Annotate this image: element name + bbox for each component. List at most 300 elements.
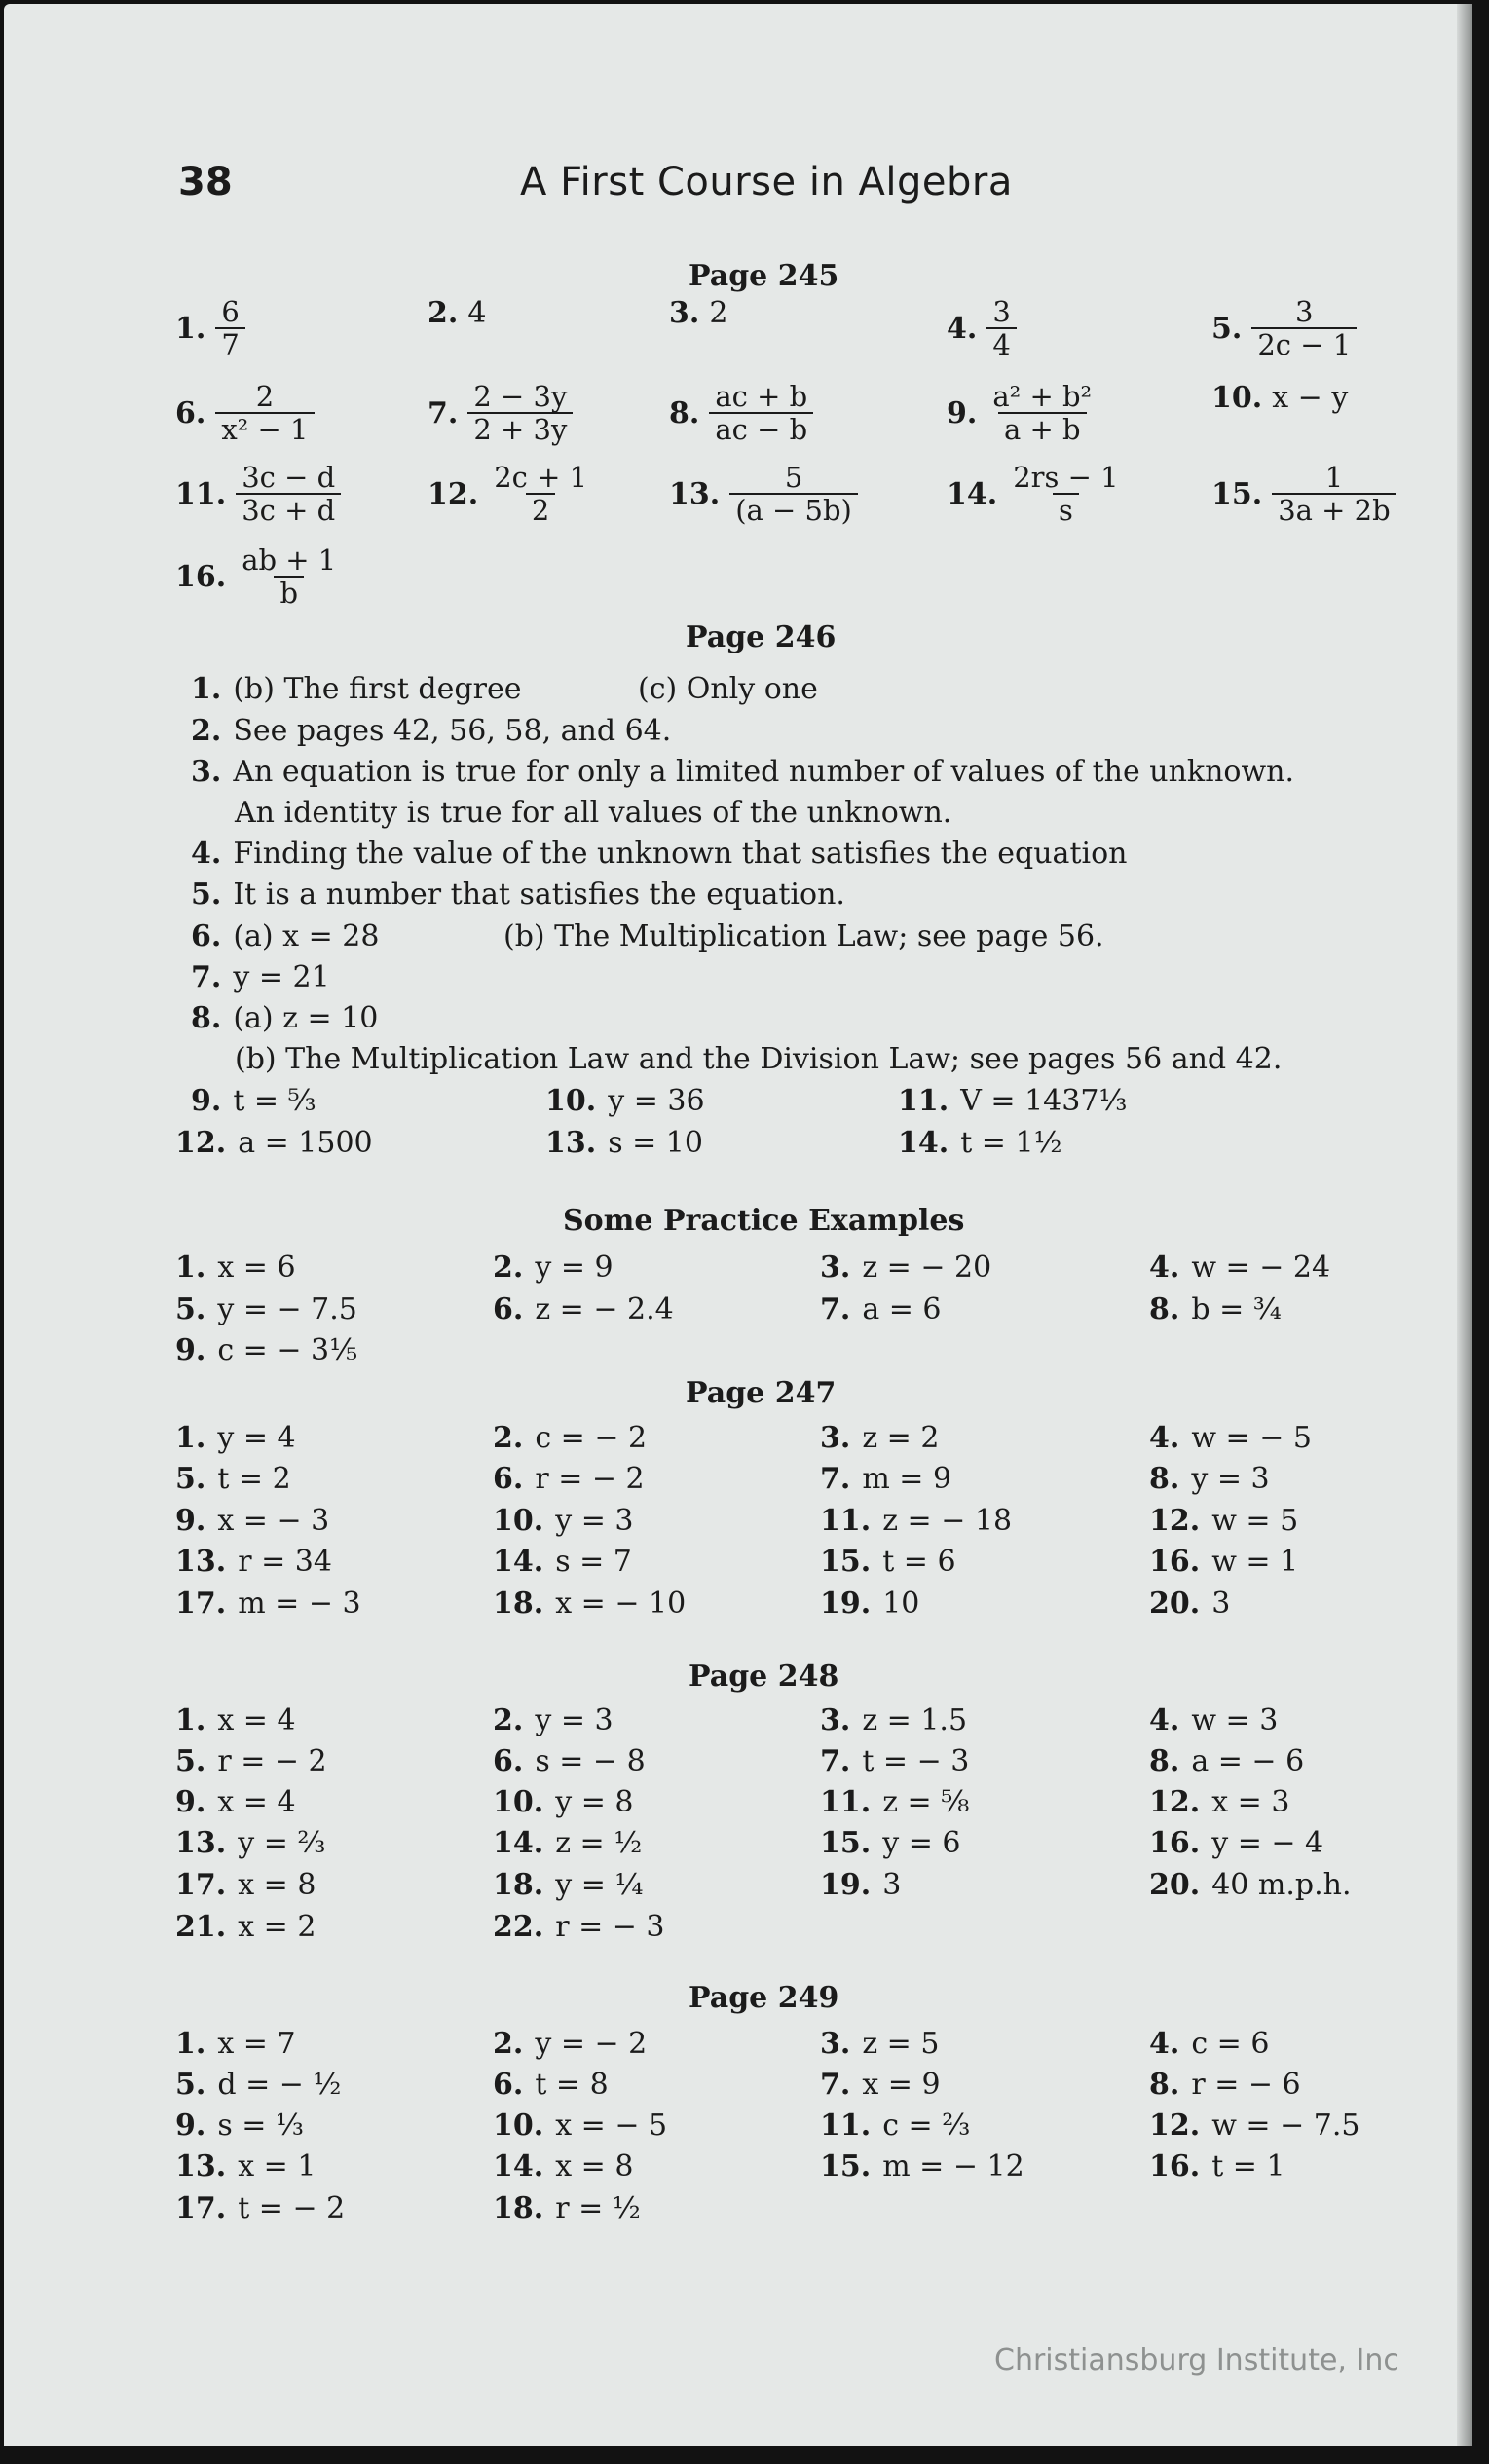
answer-249-3 <box>820 2027 939 2061</box>
answer-number: 9. <box>175 1333 206 1367</box>
numerator: 5 <box>784 461 803 494</box>
answer-249-2 <box>493 2027 647 2061</box>
answer-value: x = 8 <box>555 2149 634 2184</box>
denominator: 2c − 1 <box>1251 327 1357 360</box>
answer-245-13 <box>669 462 858 527</box>
answer-number: 5. <box>175 1462 206 1496</box>
answer-value: c = − 2 <box>535 1421 648 1455</box>
answer-number: 1. <box>175 2027 206 2061</box>
answer-value: x = 2 <box>238 1910 316 1944</box>
answer-value: s = 10 <box>608 1126 703 1160</box>
answer-247-15 <box>820 1545 956 1579</box>
answer-value: z = − 20 <box>862 1251 992 1285</box>
answer-248-21 <box>175 1910 316 1944</box>
answer-246-10 <box>545 1084 705 1118</box>
answer-value: y = 3 <box>1191 1462 1270 1496</box>
answer-value: t = 6 <box>882 1545 956 1579</box>
answer-number: 12. <box>428 476 479 511</box>
denominator: 7 <box>215 327 244 360</box>
practice-4 <box>1149 1251 1330 1285</box>
page-number: 38 <box>178 160 233 205</box>
answer-number: 7. <box>428 395 459 430</box>
answer-246-4-text: Finding the value of the unknown that satisfies the equation <box>233 837 1128 871</box>
answer-number: 9. <box>947 395 978 430</box>
numerator: 1 <box>1324 461 1344 494</box>
answer-248-1 <box>175 1703 296 1737</box>
answer-number: 16. <box>1149 1545 1201 1579</box>
answer-246-3: 3. An equation is true for only a limited number of values of the unknown. <box>191 755 1294 789</box>
numerator: 3c − d <box>242 461 336 494</box>
answer-value: x = − 10 <box>555 1587 687 1621</box>
fraction <box>986 296 1016 361</box>
answer-number: 10. <box>1211 381 1263 415</box>
denominator: b <box>274 576 304 609</box>
answer-249-17 <box>175 2191 345 2225</box>
answer-248-10 <box>493 1785 633 1819</box>
answer-value: t = 1 <box>1211 2149 1285 2184</box>
answer-247-4 <box>1149 1421 1312 1455</box>
answer-number: 4. <box>1149 1421 1180 1455</box>
answer-247-1 <box>175 1421 296 1455</box>
answer-value: y = − 2 <box>535 2027 648 2061</box>
answer-value: y = − 4 <box>1211 1826 1324 1860</box>
answer-247-7 <box>820 1462 951 1496</box>
answer-number: 11. <box>820 1504 872 1538</box>
answer-number: 5. <box>175 2068 206 2102</box>
answer-number: 20. <box>1149 1868 1201 1902</box>
answer-number: 21. <box>175 1910 227 1944</box>
denominator: (a − 5b) <box>729 493 858 526</box>
answer-247-11 <box>820 1504 1012 1538</box>
answer-247-9 <box>175 1504 329 1538</box>
section-title-practice: Some Practice Examples <box>563 1204 965 1238</box>
answer-number: 11. <box>175 476 227 511</box>
answer-number: 17. <box>175 2191 227 2225</box>
answer-246-11 <box>898 1084 1128 1118</box>
answer-248-19 <box>820 1868 901 1902</box>
answer-number: 18. <box>493 1868 544 1902</box>
answer-number: 10. <box>493 2109 544 2143</box>
answer-number: 8. <box>1149 1462 1180 1496</box>
practice-5 <box>175 1292 357 1326</box>
answer-246-2: 2. See pages 42, 56, 58, and 64. <box>191 714 672 748</box>
answer-value: z = 2 <box>862 1421 940 1455</box>
answer-value: r = − 2 <box>535 1462 645 1496</box>
denominator: 2 <box>526 493 555 526</box>
answer-number: 11. <box>820 2109 872 2143</box>
answer-value: x = − 5 <box>555 2109 668 2143</box>
answer-value: s = ⅓ <box>217 2109 305 2143</box>
answer-246-12 <box>175 1126 373 1160</box>
answer-246-8a: (a) z = 10 <box>233 1001 379 1035</box>
answer-number: 1. <box>175 1251 206 1285</box>
fraction <box>215 381 314 446</box>
answer-249-8 <box>1149 2068 1301 2102</box>
practice-6 <box>493 1292 674 1326</box>
answer-249-14 <box>493 2149 633 2184</box>
answer-number: 15. <box>820 2149 872 2184</box>
answer-246-7: 7. y = 21 <box>191 960 330 994</box>
fraction <box>709 381 813 446</box>
answer-value: x = 6 <box>217 1251 296 1285</box>
answer-number: 19. <box>820 1868 872 1902</box>
answer-number: 13. <box>175 2149 227 2184</box>
answer-number: 4. <box>1149 1703 1180 1737</box>
denominator: x² − 1 <box>215 412 314 445</box>
answer-value: r = − 3 <box>555 1910 665 1944</box>
answer-number: 4. <box>1149 2027 1180 2061</box>
answer-number: 4. <box>1149 1251 1180 1285</box>
practice-9 <box>175 1333 357 1367</box>
answer-249-18 <box>493 2191 641 2225</box>
answer-value: x = − 3 <box>217 1504 330 1538</box>
answer-value: z = 5 <box>862 2027 940 2061</box>
answer-249-7 <box>820 2068 941 2102</box>
answer-246-3-text: An equation is true for only a limited number of values of the unknown. <box>233 755 1294 789</box>
answer-245-12 <box>428 462 593 527</box>
answer-number: 12. <box>175 1126 227 1160</box>
answer-247-3 <box>820 1421 939 1455</box>
denominator: 3a + 2b <box>1272 493 1396 526</box>
answer-number: 2. <box>428 296 459 330</box>
answer-number: 5. <box>1211 311 1243 346</box>
answer-248-17 <box>175 1868 316 1902</box>
answer-number: 8. <box>1149 1292 1180 1326</box>
answer-value: y = 3 <box>555 1504 634 1538</box>
answer-247-19 <box>820 1587 919 1621</box>
answer-value: m = 9 <box>862 1462 952 1496</box>
answer-value: w = 1 <box>1211 1545 1299 1579</box>
answer-value: 4 <box>467 296 487 330</box>
answer-number: 1. <box>175 1421 206 1455</box>
practice-8 <box>1149 1292 1282 1326</box>
answer-number: 6. <box>493 1292 524 1326</box>
answer-value: x − y <box>1272 381 1349 415</box>
answer-number: 8. <box>1149 1744 1180 1778</box>
fraction <box>236 544 342 610</box>
answer-value: t = − 3 <box>862 1744 970 1778</box>
answer-number: 2. <box>493 1421 524 1455</box>
answer-number: 6. <box>493 1462 524 1496</box>
answer-number: 17. <box>175 1587 227 1621</box>
answer-247-5 <box>175 1462 291 1496</box>
answer-246-9 <box>191 1084 316 1118</box>
answer-249-1 <box>175 2027 296 2061</box>
answer-248-15 <box>820 1826 960 1860</box>
answer-245-2 <box>428 296 486 330</box>
answer-number: 2. <box>493 1703 524 1737</box>
fraction <box>1007 462 1124 527</box>
fraction <box>1251 296 1357 361</box>
answer-value: z = ½ <box>555 1826 643 1860</box>
answer-value: x = 9 <box>862 2068 941 2102</box>
answer-248-3 <box>820 1703 967 1737</box>
answer-value: y = ⅔ <box>238 1826 326 1860</box>
numerator: 2 − 3y <box>473 380 568 413</box>
answer-value: x = 4 <box>217 1785 296 1819</box>
answer-249-13 <box>175 2149 316 2184</box>
answer-248-4 <box>1149 1703 1278 1737</box>
answer-246-8: 8. (a) z = 10 <box>191 1001 379 1035</box>
answer-245-6 <box>175 381 315 446</box>
answer-number: 9. <box>175 2109 206 2143</box>
denominator: 4 <box>986 327 1016 360</box>
answer-246-5: 5. It is a number that satisfies the equation. <box>191 877 845 912</box>
answer-value: w = 5 <box>1211 1504 1299 1538</box>
answer-249-11 <box>820 2109 970 2143</box>
fraction <box>215 296 244 361</box>
fraction <box>236 462 341 527</box>
answer-number: 13. <box>669 476 721 511</box>
answer-246-6b: (b) The Multiplication Law; see page 56. <box>503 919 1104 953</box>
answer-247-8 <box>1149 1462 1270 1496</box>
answer-value: t = − 2 <box>238 2191 346 2225</box>
answer-246-13 <box>545 1126 703 1160</box>
answer-246-1c: (c) Only one <box>638 672 818 706</box>
answer-value: 3 <box>882 1868 902 1902</box>
answer-248-6 <box>493 1744 646 1778</box>
answer-number: 16. <box>1149 2149 1201 2184</box>
numerator: ab + 1 <box>242 543 337 577</box>
answer-247-16 <box>1149 1545 1298 1579</box>
answer-249-9 <box>175 2109 304 2143</box>
answer-value: y = 4 <box>217 1421 296 1455</box>
answer-value: t = 8 <box>535 2068 609 2102</box>
answer-number: 5. <box>175 1744 206 1778</box>
answer-248-13 <box>175 1826 325 1860</box>
answer-value: c = ⅔ <box>882 2109 971 2143</box>
practice-7 <box>820 1292 942 1326</box>
numerator: 2c + 1 <box>494 461 588 494</box>
answer-number: 4. <box>947 311 978 346</box>
page-edge-shadow <box>1457 4 1472 2446</box>
answer-number: 9. <box>191 1084 222 1118</box>
answer-248-11 <box>820 1785 969 1819</box>
answer-249-6 <box>493 2068 609 2102</box>
answer-number: 6. <box>493 1744 524 1778</box>
answer-value: 40 m.p.h. <box>1211 1868 1352 1902</box>
answer-value: x = 4 <box>217 1703 296 1737</box>
answer-value: y = ¼ <box>555 1868 644 1902</box>
answer-value: z = − 2.4 <box>535 1292 674 1326</box>
answer-number: 7. <box>820 2068 851 2102</box>
fraction <box>729 462 858 527</box>
answer-246-6: 6. (a) x = 28 <box>191 919 380 953</box>
answer-number: 14. <box>493 2149 544 2184</box>
answer-value: m = − 12 <box>882 2149 1024 2184</box>
answer-246-8b: (b) The Multiplication Law and the Division Law; see pages 56 and 42. <box>235 1042 1283 1076</box>
answer-number: 1. <box>175 311 206 346</box>
answer-246-2-text: See pages 42, 56, 58, and 64. <box>233 714 672 748</box>
answer-value: w = 3 <box>1191 1703 1279 1737</box>
answer-value: w = − 5 <box>1191 1421 1312 1455</box>
answer-number: 10. <box>545 1084 597 1118</box>
answer-246-5-text: It is a number that satisfies the equation. <box>233 877 845 912</box>
answer-value: y = 36 <box>608 1084 705 1118</box>
denominator: 2 + 3y <box>467 412 573 445</box>
answer-248-22 <box>493 1910 665 1944</box>
answer-number: 18. <box>493 1587 544 1621</box>
answer-number: 8. <box>669 395 700 430</box>
answer-number: 11. <box>898 1084 949 1118</box>
answer-249-4 <box>1149 2027 1269 2061</box>
answer-248-8 <box>1149 1744 1304 1778</box>
fraction <box>986 381 1098 446</box>
answer-number: 2. <box>493 1251 524 1285</box>
answer-number: 6. <box>493 2068 524 2102</box>
answer-248-9 <box>175 1785 296 1819</box>
answer-number: 1. <box>175 1703 206 1737</box>
answer-value: t = ⁵⁄₃ <box>233 1084 316 1118</box>
denominator: s <box>1053 493 1079 526</box>
numerator: a² + b² <box>992 380 1093 413</box>
answer-value: a = − 6 <box>1191 1744 1305 1778</box>
answer-number: 15. <box>820 1826 872 1860</box>
answer-number: 20. <box>1149 1587 1201 1621</box>
answer-246-3-cont: An identity is true for all values of the unknown. <box>235 796 952 830</box>
answer-number: 7. <box>820 1292 851 1326</box>
section-title-page-246: Page 246 <box>686 620 837 654</box>
answer-value: c = − 3⅕ <box>217 1333 358 1367</box>
numerator: 3 <box>992 295 1011 328</box>
numerator: 2rs − 1 <box>1013 461 1119 494</box>
answer-247-12 <box>1149 1504 1298 1538</box>
answer-value: w = − 7.5 <box>1211 2109 1360 2143</box>
answer-number: 2. <box>493 2027 524 2061</box>
answer-249-10 <box>493 2109 667 2143</box>
answer-248-18 <box>493 1868 643 1902</box>
answer-number: 12. <box>1149 2109 1201 2143</box>
answer-number: 3. <box>669 296 700 330</box>
answer-246-1: 1. (b) The first degree <box>191 672 522 706</box>
answer-number: 16. <box>175 559 227 594</box>
answer-number: 13. <box>545 1126 597 1160</box>
answer-number: 17. <box>175 1868 227 1902</box>
answer-number: 15. <box>820 1545 872 1579</box>
answer-245-14 <box>947 462 1125 527</box>
answer-number: 14. <box>493 1826 544 1860</box>
numerator: 3 <box>1295 295 1314 328</box>
answer-number: 15. <box>1211 476 1263 511</box>
answer-number: 13. <box>175 1545 227 1579</box>
practice-2 <box>493 1251 614 1285</box>
answer-245-1 <box>175 296 245 361</box>
answer-value: y = 9 <box>535 1251 614 1285</box>
answer-number: 12. <box>1149 1504 1201 1538</box>
answer-number: 9. <box>175 1785 206 1819</box>
answer-248-16 <box>1149 1826 1323 1860</box>
answer-value: c = 6 <box>1191 2027 1270 2061</box>
answer-value: r = − 6 <box>1191 2068 1301 2102</box>
answer-value: r = 34 <box>238 1545 332 1579</box>
section-title-page-248: Page 248 <box>689 1660 839 1694</box>
answer-247-20 <box>1149 1587 1230 1621</box>
answer-number: 3. <box>820 1703 851 1737</box>
answer-247-2 <box>493 1421 647 1455</box>
answer-247-10 <box>493 1504 633 1538</box>
answer-value: a = 6 <box>862 1292 942 1326</box>
answer-number: 9. <box>175 1504 206 1538</box>
answer-248-7 <box>820 1744 969 1778</box>
answer-248-2 <box>493 1703 614 1737</box>
answer-247-6 <box>493 1462 645 1496</box>
answer-number: 18. <box>493 2191 544 2225</box>
answer-number: 13. <box>175 1826 227 1860</box>
answer-number: 16. <box>1149 1826 1201 1860</box>
answer-value: x = 7 <box>217 2027 296 2061</box>
answer-value: 3 <box>1211 1587 1231 1621</box>
answer-value: b = ¾ <box>1191 1292 1282 1326</box>
section-title-page-247: Page 247 <box>686 1376 837 1410</box>
answer-246-6a: (a) x = 28 <box>233 919 380 953</box>
numerator: 2 <box>255 380 275 413</box>
answer-value: s = − 8 <box>535 1744 646 1778</box>
answer-246-14 <box>898 1126 1062 1160</box>
answer-245-15 <box>1211 462 1396 527</box>
answer-value: x = 1 <box>238 2149 316 2184</box>
answer-number: 14. <box>493 1545 544 1579</box>
answer-245-3 <box>669 296 727 330</box>
answer-value: z = ⅝ <box>882 1785 970 1819</box>
answer-249-15 <box>820 2149 1024 2184</box>
answer-value: y = 6 <box>882 1826 961 1860</box>
answer-value: y = 8 <box>555 1785 634 1819</box>
answer-number: 5. <box>175 1292 206 1326</box>
section-title-page-245: Page 245 <box>689 259 839 293</box>
answer-number: 3. <box>820 1421 851 1455</box>
answer-value: y = 3 <box>535 1703 614 1737</box>
answer-number: 19. <box>820 1587 872 1621</box>
answer-246-1-part-b: (b) The first degree <box>233 672 522 706</box>
answer-245-4 <box>947 296 1017 361</box>
answer-value: y = − 7.5 <box>217 1292 357 1326</box>
answer-247-14 <box>493 1545 632 1579</box>
answer-number: 12. <box>1149 1785 1201 1819</box>
section-title-page-249: Page 249 <box>689 1981 839 2015</box>
answer-value: m = − 3 <box>238 1587 361 1621</box>
answer-number: 22. <box>493 1910 544 1944</box>
numerator: 6 <box>221 295 240 328</box>
answer-248-5 <box>175 1744 327 1778</box>
fraction <box>1272 462 1396 527</box>
answer-number: 14. <box>898 1126 949 1160</box>
answer-number: 6. <box>175 395 206 430</box>
practice-3 <box>820 1251 991 1285</box>
answer-246-7-text: y = 21 <box>233 960 330 994</box>
answer-value: t = 1½ <box>960 1126 1062 1160</box>
answer-245-5 <box>1211 296 1357 361</box>
practice-1 <box>175 1251 296 1285</box>
answer-249-12 <box>1149 2109 1359 2143</box>
answer-number: 10. <box>493 1504 544 1538</box>
answer-number: 7. <box>820 1462 851 1496</box>
denominator: a + b <box>998 412 1087 445</box>
answer-number: 3. <box>820 1251 851 1285</box>
answer-245-10 <box>1211 381 1348 415</box>
answer-245-9 <box>947 381 1098 446</box>
answer-248-14 <box>493 1826 642 1860</box>
answer-value: r = ½ <box>555 2191 641 2225</box>
denominator: ac − b <box>709 412 813 445</box>
numerator: ac + b <box>715 380 808 413</box>
answer-value: x = 8 <box>238 1868 316 1902</box>
answer-value: x = 3 <box>1211 1785 1290 1819</box>
answer-value: a = 1500 <box>238 1126 373 1160</box>
denominator: 3c + d <box>236 493 341 526</box>
answer-247-18 <box>493 1587 686 1621</box>
answer-245-16 <box>175 544 342 610</box>
watermark: Christiansburg Institute, Inc <box>994 2343 1399 2377</box>
